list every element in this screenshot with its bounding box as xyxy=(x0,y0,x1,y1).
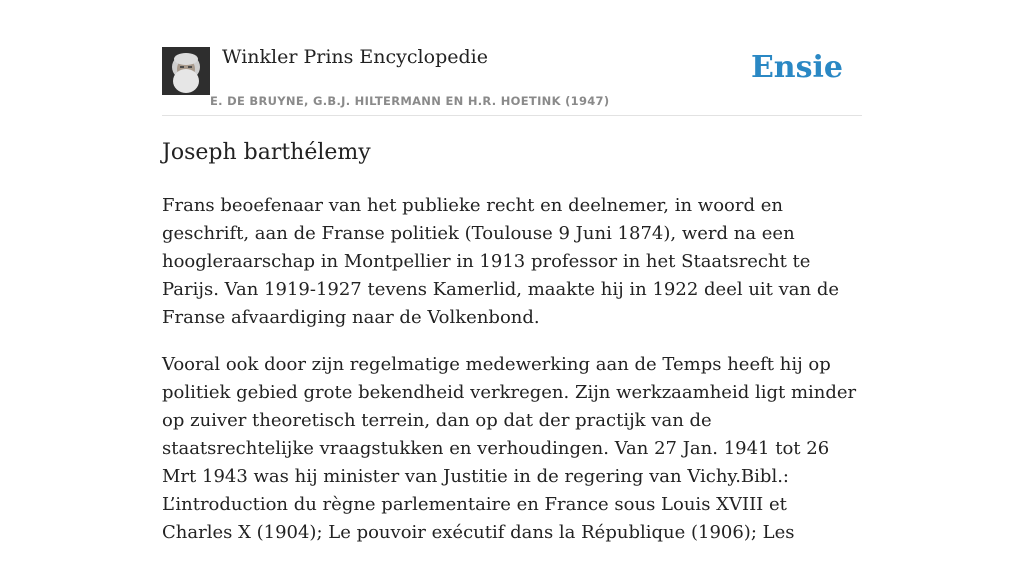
bearded-man-portrait-icon xyxy=(162,47,210,95)
article-paragraph: Vooral ook door zijn regelmatige medewerking aan de Temps heeft hij op politiek gebied grote bekendheid verkregen. Zijn werkzaamheid ligt minder op zuiver theoretisch terrein, dan op dat der practijk van de staatsrechtelijke vraagstukken en verhoudingen. Van 27 Jan. 1941 tot 26 Mrt 1943 was hij minister van Justitie in de regering van Vichy.Bibl.: L’introduction du règne parlementaire en France sous Louis XVIII et Charles X (1904); Le pouvoir exécutif dans la République (1906); Les xyxy=(162,354,857,543)
avatar[interactable] xyxy=(162,47,210,95)
ensie-logo[interactable]: Ensie xyxy=(750,50,843,85)
article-body xyxy=(162,192,862,566)
header xyxy=(162,0,862,116)
publication-authors: E. DE BRUYNE, G.B.J. HILTERMANN EN H.R. HOETINK (1947) xyxy=(210,94,610,108)
article-paragraph: Frans beoefenaar van het publieke recht en deelnemer, in woord en geschrift, aan de Franse politiek (Toulouse 9 Juni 1874), werd na een hoogleraarschap in Montpellier in 1913 professor in het Staatsrecht te Parijs. Van 1919-1927 tevens Kamerlid, maakte hij in 1922 deel uit van de Franse afvaardiging naar de Volkenbond. xyxy=(162,195,840,328)
page xyxy=(162,0,862,543)
article-title: Joseph barthélemy xyxy=(162,140,371,165)
publication-title[interactable]: Winkler Prins Encyclopedie xyxy=(222,46,488,68)
